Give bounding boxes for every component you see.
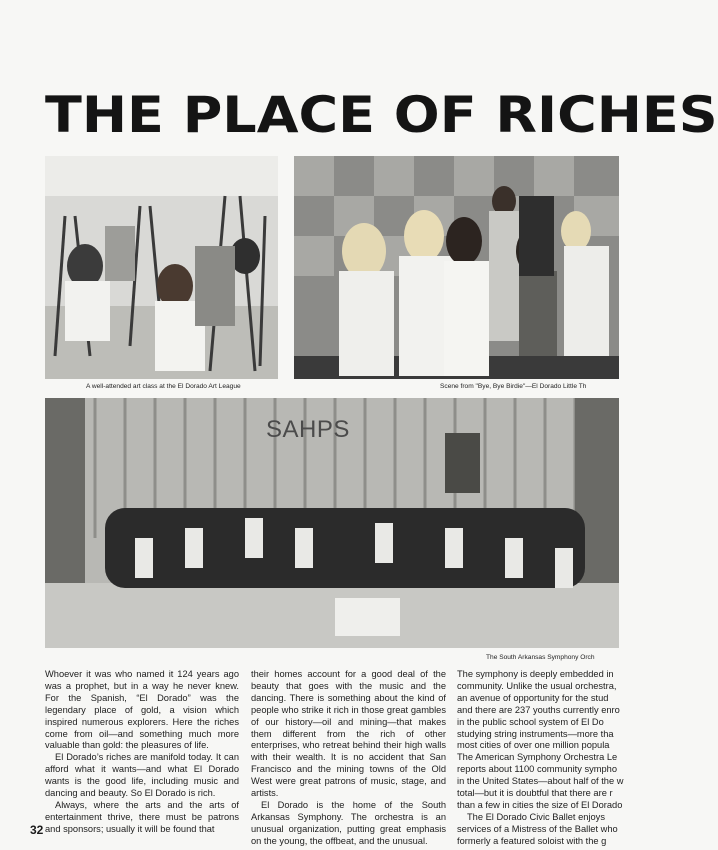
theater-scene-photo — [294, 156, 619, 379]
paragraph: Whoever it was who named it 124 years ago was a prophet, but in a way he never knew. For the Spanish, “El Dorado” was the legendary place of gold, a vision which inspired numerous explorers. Here the riches come from oil—and something much more valuable than gold: the pleasures of life. — [45, 669, 239, 751]
text-line: than a few in cities the size of El Dorado — [457, 799, 623, 810]
text-line: reports about 1100 community sympho — [457, 764, 618, 775]
text-column-3 — [457, 669, 624, 850]
text-line: The American Symphony Orchestra Le — [457, 752, 618, 763]
text-line: The El Dorado Civic Ballet enjoys — [467, 811, 605, 822]
watermark: SAHPS — [266, 416, 350, 443]
theater-caption: Scene from "Bye, Bye Birdie"—El Dorado Little Th — [440, 383, 587, 390]
text-line: services of a Mistress of the Ballet who — [457, 823, 618, 834]
text-column-2 — [251, 669, 446, 850]
text-line: community. Unlike the usual orchestra, — [457, 680, 617, 691]
paragraph: El Dorado’s riches are manifold today. It can afford what it wants—and what El Dorado wants is the good life, including music and dancing and beauty. So El Dorado is rich. — [45, 752, 239, 799]
text-column-1 — [45, 669, 239, 850]
paragraph: Always, where the arts and the arts of entertainment thrive, there must be patrons and sponsors; usually it will be found that — [45, 799, 239, 834]
page-number: 32 — [30, 823, 44, 837]
text-line: studying string instruments—more tha — [457, 728, 614, 739]
text-line: in the public school system of El Do — [457, 716, 604, 727]
art-class-photo — [45, 156, 278, 379]
text-line: most cities of over one million popula — [457, 740, 610, 751]
symphony-caption: The South Arkansas Symphony Orch — [486, 654, 595, 661]
paragraph: El Dorado is the home of the South Arkansas Symphony. The orchestra is an unusual organization, putting great emphasis on the young, the offbeat, and the unusual. — [251, 799, 446, 846]
art-class-caption: A well-attended art class at the El Dorado Art League — [86, 383, 241, 390]
text-line: total—but it is doubtful that there are r — [457, 788, 613, 799]
text-line: in the United States—about half of the w — [457, 776, 624, 787]
paragraph: their homes account for a good deal of the beauty that goes with the music and the dancing. There is something about the kind of people who strike it rich in those great gambles of our history—oil and mining—that makes them different from the rich of other enterprises, who retreat behind their high walls with their wealth. It is no accident that San Francisco and the mining towns of the Old West were great patrons of music, stage, and artists. — [251, 669, 446, 799]
text-line: formerly a featured soloist with the g — [457, 835, 607, 846]
text-line: an avenue of opportunity for the stud — [457, 692, 609, 703]
text-line: The symphony is deeply embedded in — [457, 669, 614, 679]
text-line: and there are 237 youths currently enro — [457, 704, 620, 715]
page-title: THE PLACE OF RICHES — [45, 86, 718, 145]
